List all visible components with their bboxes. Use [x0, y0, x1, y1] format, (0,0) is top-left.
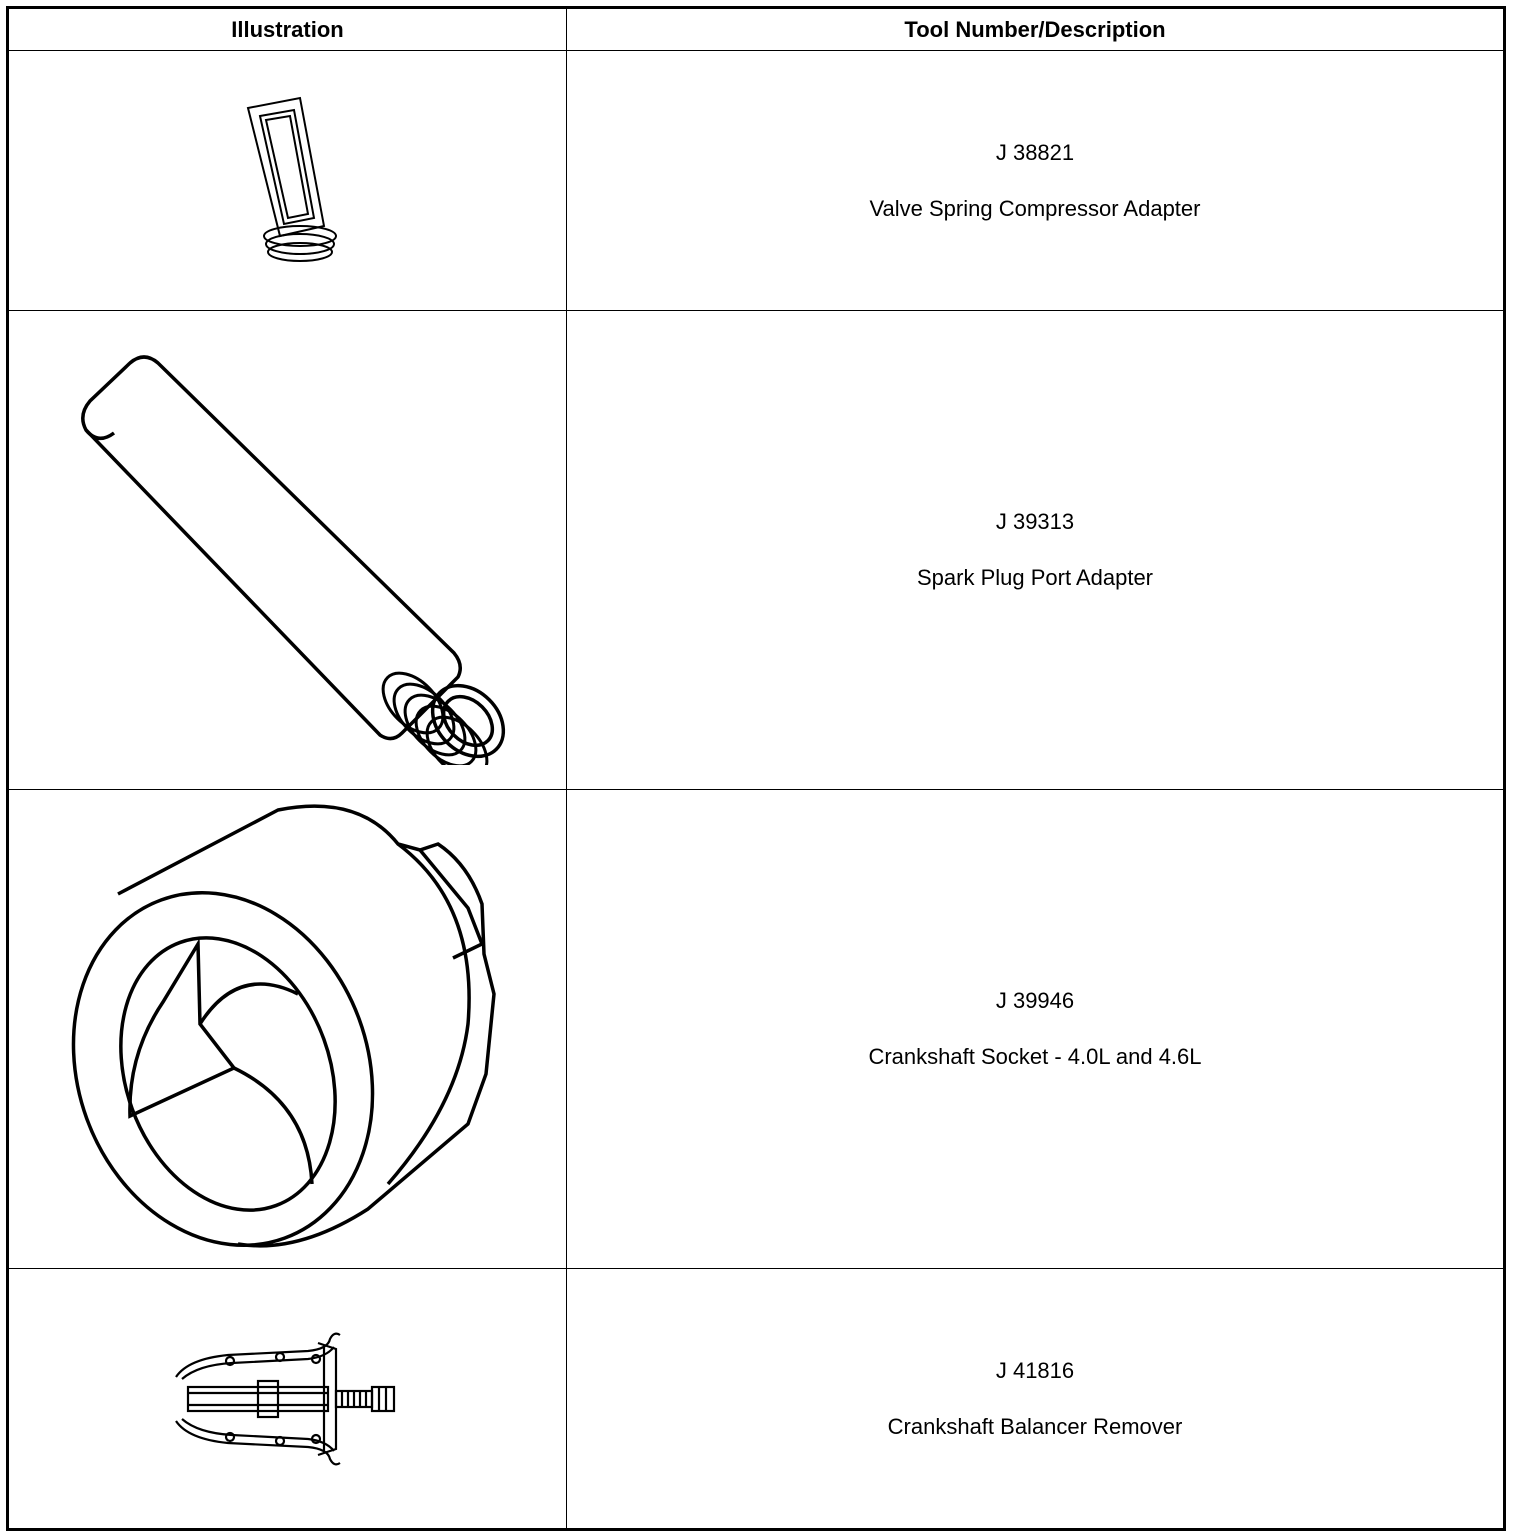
valve-spring-compressor-adapter-icon [218, 86, 358, 276]
description-cell [567, 790, 1505, 1269]
table-row [8, 311, 1505, 790]
spark-plug-port-adapter-icon [58, 335, 518, 765]
description-cell [567, 51, 1505, 311]
table-header-row [8, 8, 1505, 51]
tool-description: Crankshaft Socket - 4.0L and 4.6L [868, 1044, 1202, 1069]
header-illustration: Illustration [8, 8, 567, 51]
tool-description: Spark Plug Port Adapter [916, 565, 1154, 590]
tool-number: J 41816 [995, 1357, 1075, 1383]
illustration-cell [8, 790, 567, 1269]
description-cell [567, 1269, 1505, 1530]
tool-number: J 39946 [995, 988, 1075, 1013]
illustration-cell [8, 1269, 567, 1530]
crankshaft-socket-icon [58, 804, 518, 1254]
tool-number: J 39313 [995, 509, 1075, 534]
tool-description: Valve Spring Compressor Adapter [869, 195, 1201, 221]
tool-number: J 38821 [995, 139, 1075, 165]
tool-description: Crankshaft Balancer Remover [887, 1413, 1183, 1439]
tools-table [6, 6, 1506, 1531]
crankshaft-balancer-remover-icon [168, 1329, 408, 1469]
illustration-cell [8, 311, 567, 790]
table-row [8, 51, 1505, 311]
table-row [8, 1269, 1505, 1530]
table-row [8, 790, 1505, 1269]
illustration-cell [8, 51, 567, 311]
description-cell [567, 311, 1505, 790]
header-tool-description: Tool Number/Description [567, 8, 1505, 51]
